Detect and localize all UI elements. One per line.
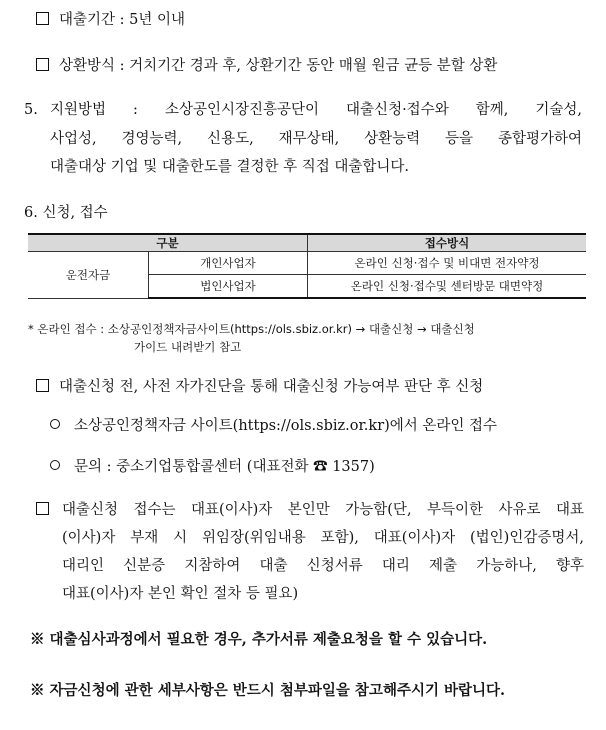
square-bullet-icon xyxy=(36,379,49,392)
section5-line2: 사업성, 경영능력, 신용도, 재무상태, 상환능력 등을 종합평가하여 xyxy=(50,131,582,147)
application-table xyxy=(28,233,586,299)
row-group-cell: 운전자금 xyxy=(28,252,149,299)
inquiry-item xyxy=(50,457,375,477)
ceo-line2: (이사)자 부재 시 위임장(위임내용 포함), 대표(이사)자 (법인)인감증명서, xyxy=(62,530,584,546)
notice-attachment: ※ 자금신청에 관한 세부사항은 반드시 첨부파일을 참고해주시기 바랍니다. xyxy=(30,682,506,699)
circle-bullet-icon xyxy=(50,460,60,470)
square-bullet-icon xyxy=(36,502,49,515)
inquiry-text: 문의 : 중소기업통합콜센터 (대표전화 ☎ 1357) xyxy=(74,459,375,475)
loan-period-text: 대출기간 : 5년 이내 xyxy=(59,12,185,28)
square-bullet-icon xyxy=(36,58,49,71)
online-apply-item xyxy=(50,416,497,436)
ceo-bullet xyxy=(36,500,59,520)
header-category: 구분 xyxy=(28,234,308,252)
self-check-item xyxy=(36,377,483,397)
header-method: 접수방식 xyxy=(308,234,587,252)
loan-period-item xyxy=(36,10,185,30)
repayment-method-text: 상환방식 : 거치기간 경과 후, 상환기간 동안 매월 원금 균등 분할 상환 xyxy=(59,58,498,74)
online-note xyxy=(28,320,475,356)
self-check-text: 대출신청 전, 사전 자가진단을 통해 대출신청 가능여부 판단 후 신청 xyxy=(59,379,484,395)
note-line1: * 온라인 접수 : 소상공인정책자금사이트(https://ols.sbiz.or.kr) → 대출신청 → 대출신청 xyxy=(28,322,475,336)
ceo-line3: 대리인 신분증 지참하여 대출 신청서류 대리 제출 가능하나, 향후 xyxy=(62,558,584,574)
repayment-method-item xyxy=(36,56,497,76)
section5-line1: 지원방법 : 소상공인시장진흥공단이 대출신청·접수와 함께, 기술성, xyxy=(50,102,582,118)
circle-bullet-icon xyxy=(50,419,60,429)
ceo-line4: 대표(이사)자 본인 확인 절차 등 필요) xyxy=(62,586,299,602)
square-bullet-icon xyxy=(36,12,49,25)
note-line2: 가이드 내려받기 참고 xyxy=(134,340,242,354)
section6-title: 6. 신청, 접수 xyxy=(24,205,108,221)
section5-number: 5. xyxy=(24,102,38,118)
online-apply-text: 소상공인정책자금 사이트(https://ols.sbiz.or.kr)에서 온라인 접수 xyxy=(74,418,498,434)
notice-additional-docs: ※ 대출심사과정에서 필요한 경우, 추가서류 제출요청을 할 수 있습니다. xyxy=(30,631,488,648)
row-method-cell: 온라인 신청·접수 및 비대면 전자약정 xyxy=(308,252,587,275)
row-method-cell: 온라인 신청·접수및 센터방문 대면약정 xyxy=(308,275,587,299)
row-type-cell: 개인사업자 xyxy=(149,252,308,275)
section5-line3: 대출대상 기업 및 대출한도를 결정한 후 직접 대출합니다. xyxy=(50,159,410,175)
ceo-line1: 대출신청 접수는 대표(이사)자 본인만 가능함(단, 부득이한 사유로 대표 xyxy=(62,502,584,518)
table-header-row xyxy=(28,234,586,252)
row-type-cell: 법인사업자 xyxy=(149,275,308,299)
table-row xyxy=(28,252,586,275)
